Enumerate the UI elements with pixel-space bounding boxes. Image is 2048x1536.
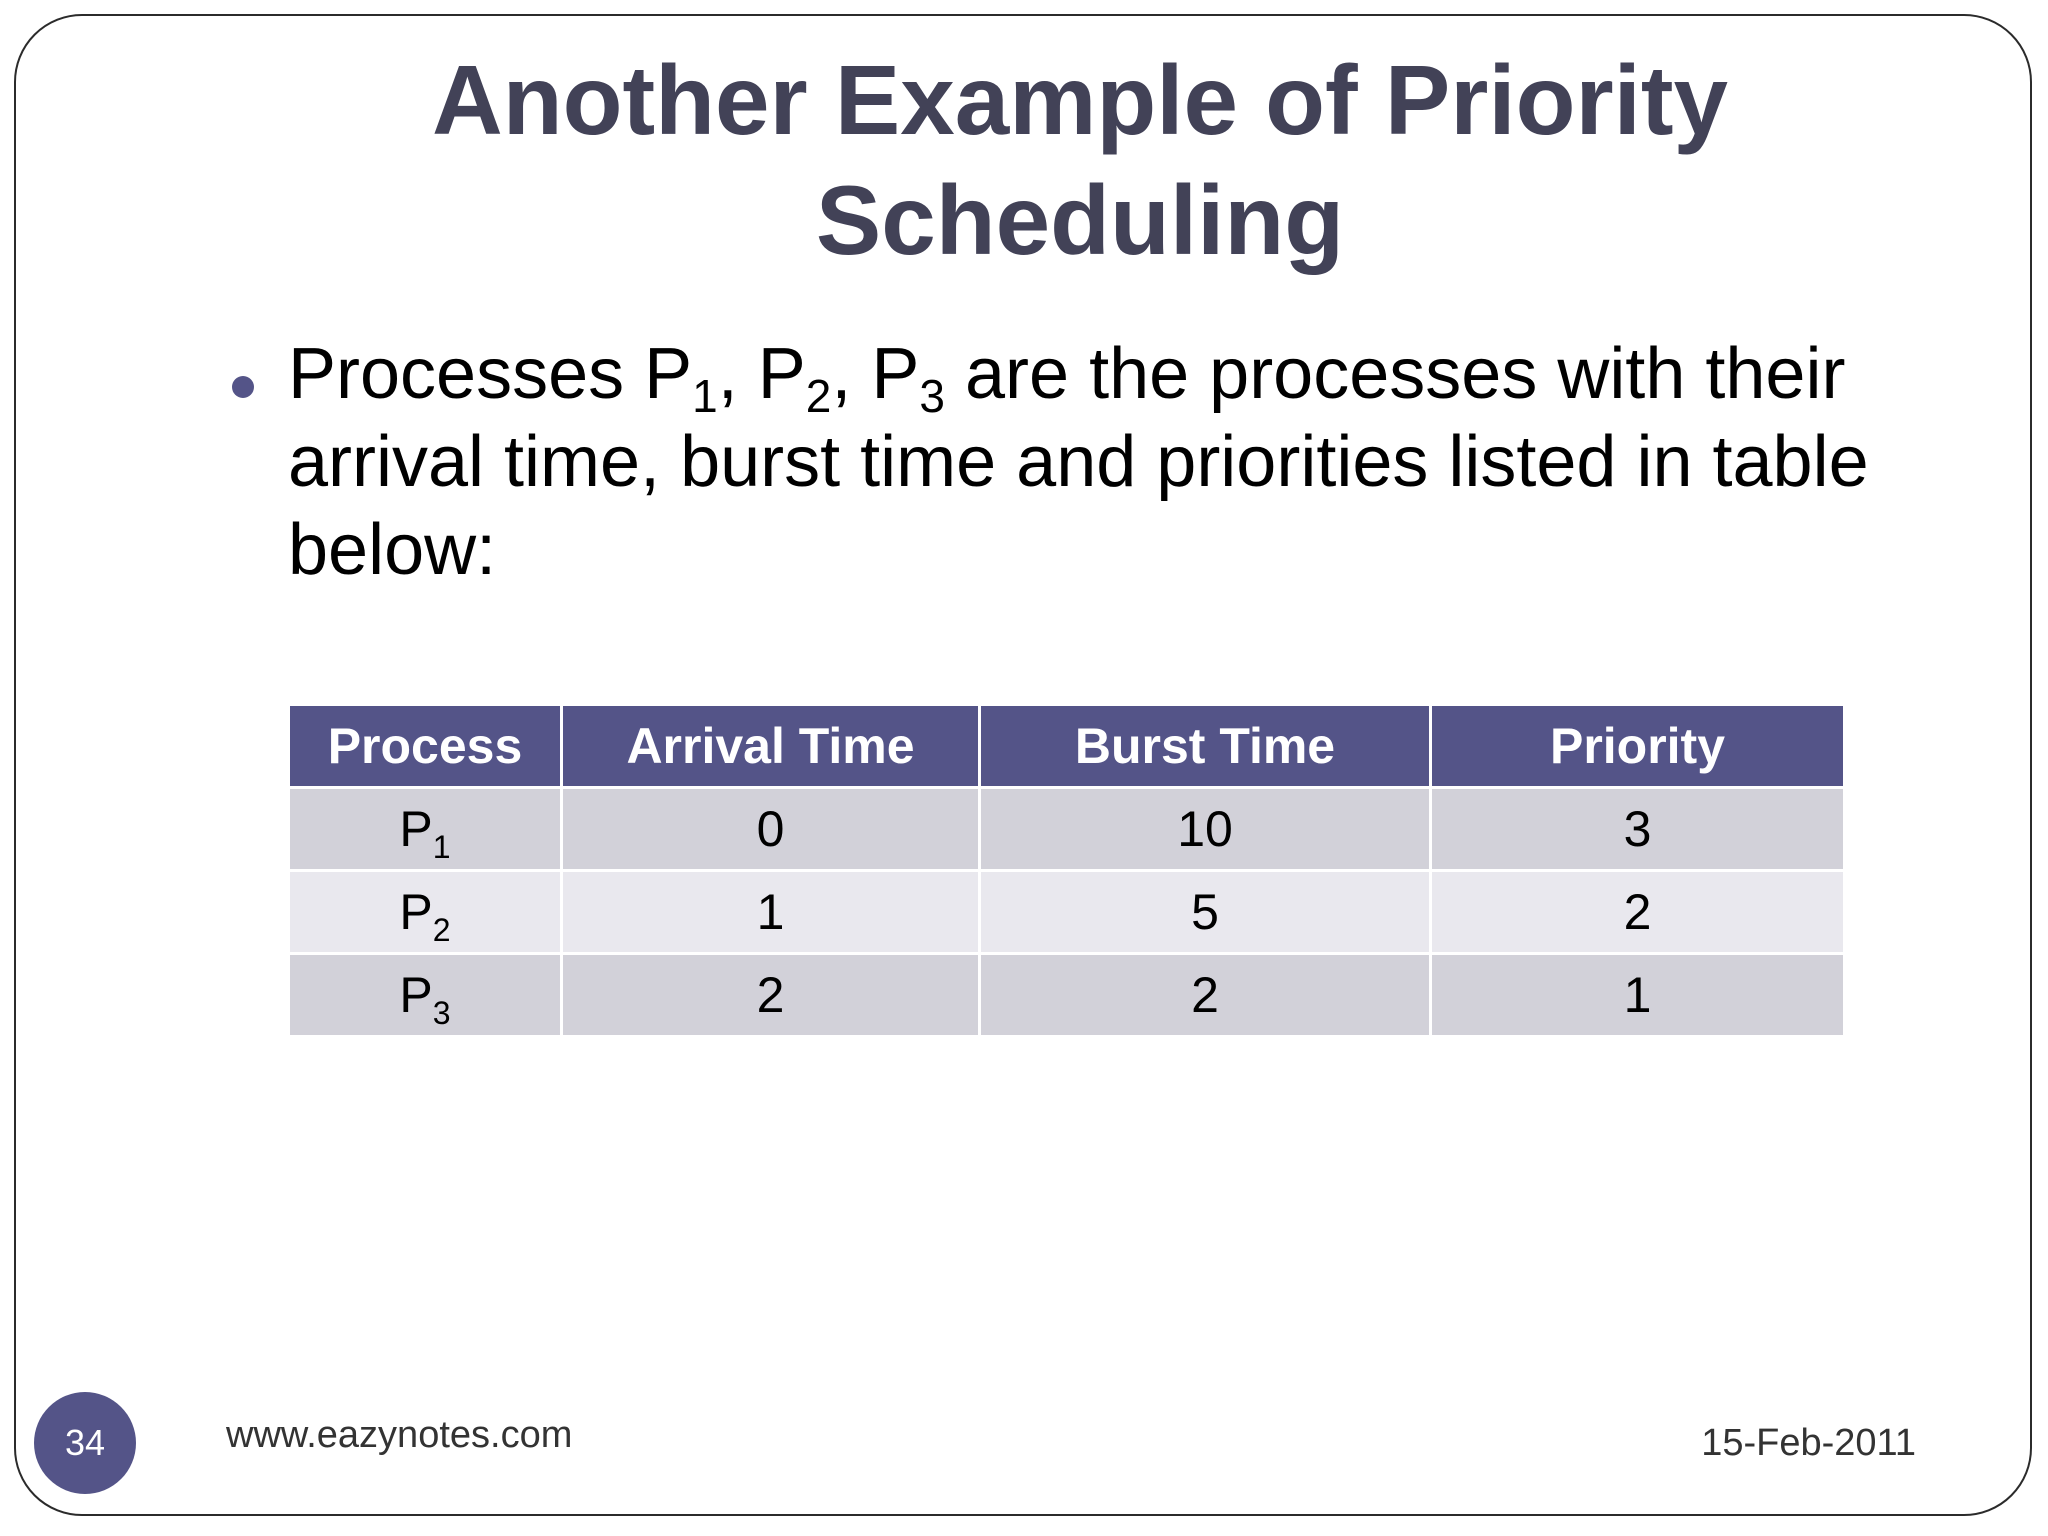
cell-arrival: 1 (562, 871, 980, 954)
process-base: P (399, 967, 433, 1023)
bullet-subscript: 1 (692, 370, 718, 422)
cell-process (289, 954, 562, 1037)
bullet-text-part: are the processes with their arrival time, burst time and priorities listed in table below: (288, 334, 1869, 590)
cell-priority: 2 (1431, 871, 1845, 954)
bullet-subscript: 2 (805, 370, 832, 422)
cell-arrival: 2 (562, 954, 980, 1037)
table-row (289, 788, 1845, 871)
cell-process (289, 871, 562, 954)
cell-burst: 2 (980, 954, 1431, 1037)
slide-title: Another Example of Priority Scheduling (431, 45, 1728, 275)
table-row (289, 871, 1845, 954)
header-burst-time: Burst Time (980, 705, 1431, 788)
header-process: Process (289, 705, 562, 788)
footer-date: 15-Feb-2011 (1701, 1422, 1916, 1464)
process-base: P (399, 884, 433, 940)
cell-burst: 5 (980, 871, 1431, 954)
bullet-subscript: 3 (919, 370, 945, 422)
footer-url: www.eazynotes.com (226, 1414, 573, 1456)
process-subscript: 2 (432, 912, 451, 948)
header-arrival-time: Arrival Time (562, 705, 980, 788)
table-header-row (289, 705, 1845, 788)
page-number-badge: 34 (34, 1392, 136, 1494)
header-priority: Priority (1431, 705, 1845, 788)
process-subscript: 3 (432, 995, 451, 1031)
bullet-text-part: Processes P (288, 334, 693, 414)
table-row (289, 954, 1845, 1037)
process-table (287, 703, 1846, 1038)
cell-arrival: 0 (562, 788, 980, 871)
cell-priority: 3 (1431, 788, 1845, 871)
bullet-text (288, 330, 1968, 594)
bullet-text-part: , P (831, 334, 920, 414)
bullet-text-part: , P (717, 334, 806, 414)
cell-burst: 10 (980, 788, 1431, 871)
cell-priority: 1 (1431, 954, 1845, 1037)
bullet-dot-icon (232, 376, 254, 398)
cell-process (289, 788, 562, 871)
process-subscript: 1 (432, 829, 451, 865)
process-base: P (399, 801, 433, 857)
